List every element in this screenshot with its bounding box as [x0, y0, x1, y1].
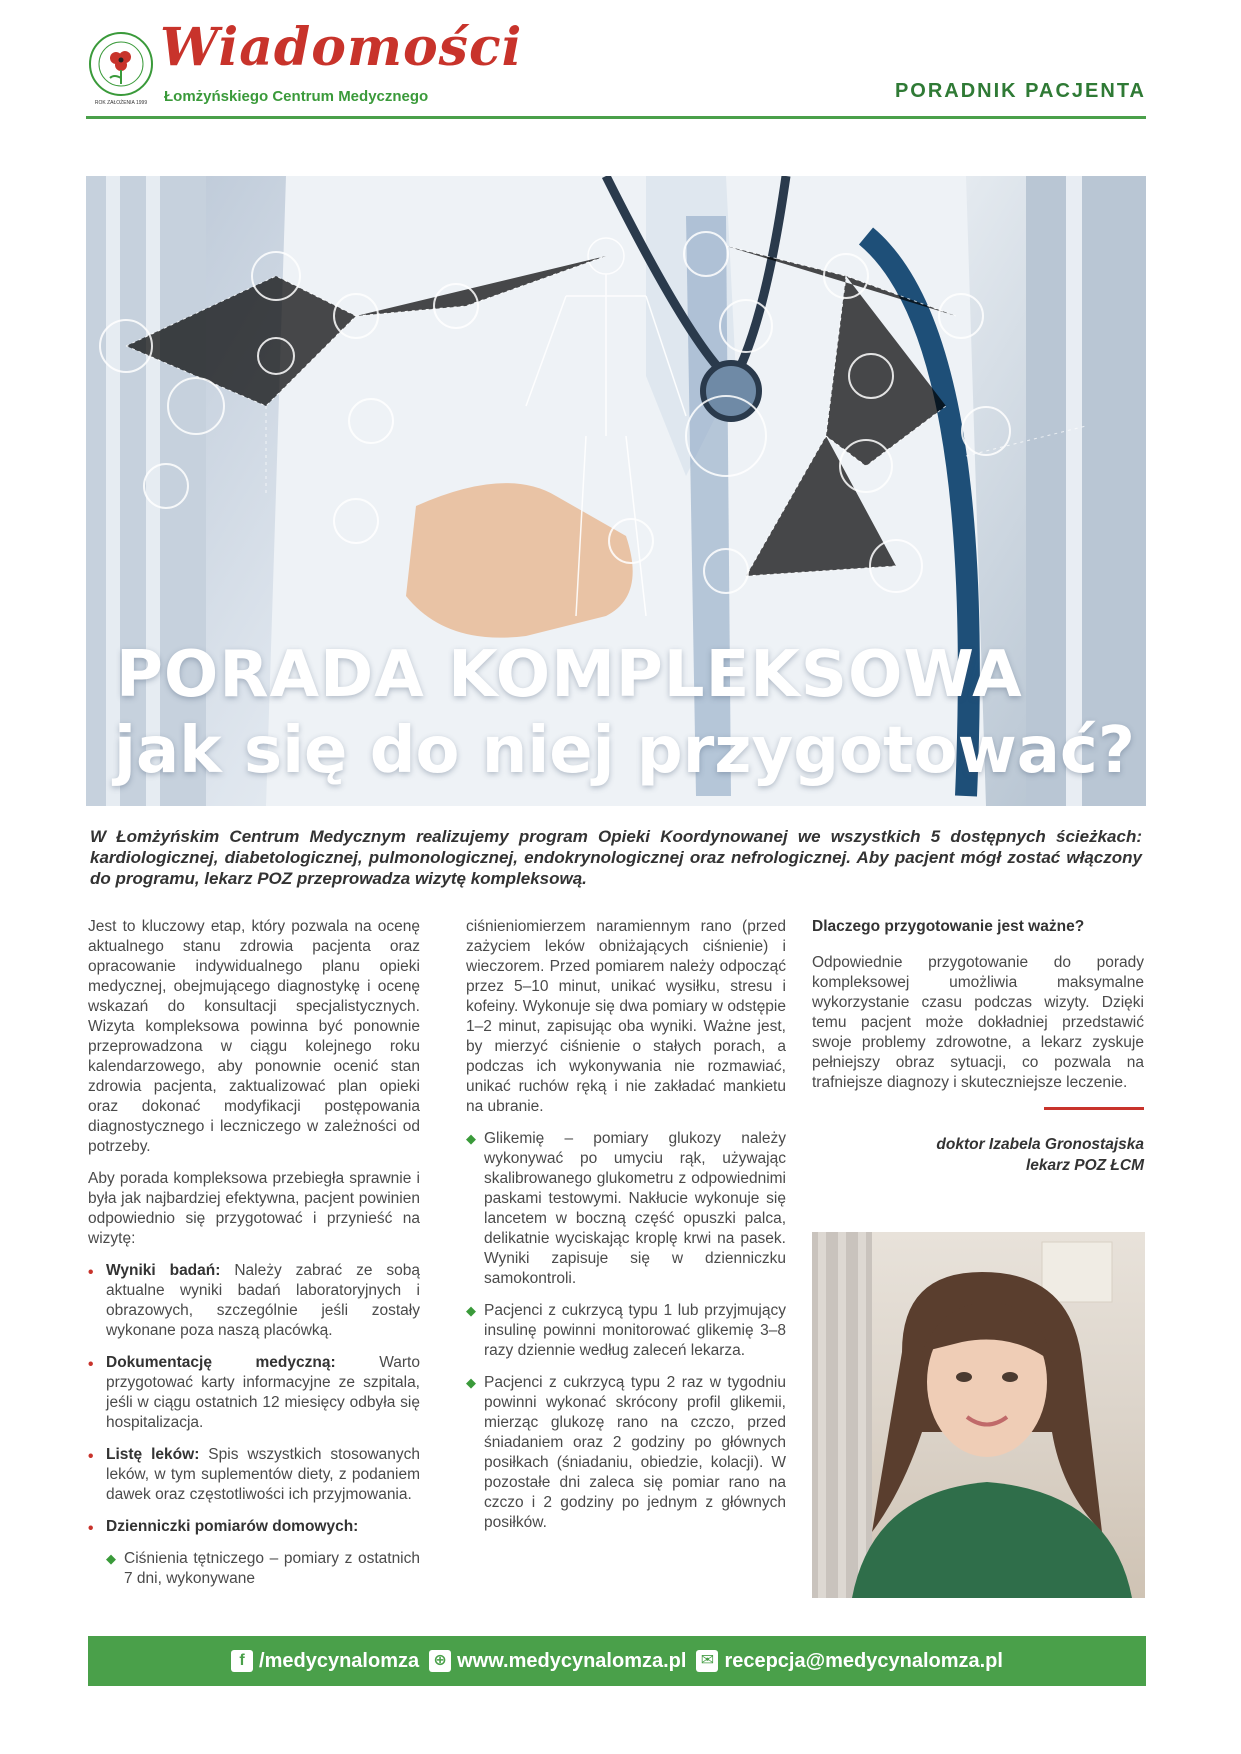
bullet-icon: •: [88, 1356, 94, 1373]
hero-title-line1: PORADA KOMPLEKSOWA: [116, 638, 1023, 712]
paragraph: ciśnieniomierzem naramiennym rano (przed zażyciem leków obniżających ciśnienie) i wieczorem. Przed pomiarem należy odpocząć przez 5–10 minut, unikać wysiłku, stresu i kofeiny. Wykonuje się dwa pomiary w odstępie 1–2 minut, zapisując oba wyniki. Ważne jest, by mierzyć ciśnienie o stałych porach, a podczas ich wykonywania nie rozmawiać, unikać ruchów ręką i nie zakładać mankietu na ubranie.: [466, 918, 786, 1115]
diamond-bullet-icon: ◆: [466, 1375, 476, 1390]
bullet-icon: •: [88, 1264, 94, 1281]
website-link[interactable]: ⊕ www.medycynalomza.pl: [429, 1650, 686, 1673]
paragraph: Odpowiednie przygotowanie do porady kompleksowej umożliwia maksymalne wykorzystanie czasu podczas wizyty. Dzięki temu pacjent może dokładniej przedstawić swoje problemy zdrowotne, a lekarz zyskuje pełniejszy obraz sytuacji, co pozwala na trafniejsze diagnozy i skuteczniejsze leczenie.: [812, 954, 1144, 1091]
bullet-icon: •: [88, 1448, 94, 1465]
diamond-bullet-icon: ◆: [106, 1551, 116, 1566]
diamond-bullet-icon: ◆: [466, 1131, 476, 1146]
brand-subtitle: Łomżyńskiego Centrum Medycznego: [164, 88, 429, 105]
sub-list-item: ◆ Pacjenci z cukrzycą typu 2 raz w tygodniu powinni wykonać skrócony profil glikemii, mierząc glukozę rano na czczo, przed śniadaniem oraz 2 godziny po głównych posiłkach (śniadaniu, obiedzie, kolacji). W pozostałe dni zaleca się pomiar rano na czczo i 2 godziny po jednym z głównych posiłków.: [466, 1374, 786, 1531]
svg-text:ROK ZAŁOŻENIA 1999: ROK ZAŁOŻENIA 1999: [94, 100, 148, 106]
author-name: doktor Izabela Gronostajska: [936, 1136, 1144, 1153]
logo-seal: [86, 28, 156, 106]
envelope-icon: ✉: [696, 1650, 718, 1672]
list-item: • Dzienniczki pomiarów domowych:: [88, 1518, 359, 1537]
paragraph: Jest to kluczowy etap, który pozwala na ocenę aktualnego stanu zdrowia pacjenta oraz opracowanie indywidualnego planu opieki medycznej, obejmującego diagnostykę i ocenę wskazań do konsultacji specjalistycznych. Wizyta kompleksowa powinna być ponownie przeprowadzona w ciągu kolejnego roku kalendarzowego, aby ponownie ocenić stan zdrowia pacjenta, zaktualizować plan opieki oraz dokonać modyfikacji postępowania diagnostycznego i leczniczego w zależności od potrzeby.: [88, 918, 420, 1155]
bullet-icon: •: [88, 1520, 94, 1537]
globe-icon: ⊕: [429, 1650, 451, 1672]
brand-title: Wiadomości: [160, 17, 523, 78]
section-heading: Dlaczego przygotowanie jest ważne?: [812, 918, 1085, 935]
hero-image: [86, 176, 1146, 806]
divider: [1044, 1107, 1144, 1110]
column-1: [88, 917, 420, 1601]
list-item: • Listę leków: Spis wszystkich stosowanych leków, w tym suplementów diety, z podaniem dawek oraz częstotliwości ich przyjmowania.: [88, 1446, 420, 1503]
sub-list-item: ◆ Ciśnienia tętniczego – pomiary z ostatnich 7 dni, wykonywane: [106, 1550, 420, 1587]
author-role: lekarz POZ ŁCM: [1026, 1157, 1144, 1174]
column-2: [466, 917, 786, 1545]
footer-bar: [88, 1636, 1146, 1686]
checklist: [88, 1261, 420, 1589]
sub-list-item: ◆ Glikemię – pomiary glukozy należy wykonywać po umyciu rąk, używając skalibrowanego glukometru z odpowiednimi paskami testowymi. Nakłucie wykonuje się lancetem w boczną część opuszki palca, delikatnie wyciskając kroplę krwi na pasek. Wyniki zapisuje się w dzienniczku samokontroli.: [466, 1130, 786, 1287]
diamond-bullet-icon: ◆: [466, 1303, 476, 1318]
email-link[interactable]: ✉ recepcja@medycynalomza.pl: [696, 1650, 1003, 1673]
facebook-icon: f: [231, 1650, 253, 1672]
facebook-link[interactable]: f /medycynalomza: [231, 1650, 419, 1673]
column-3: [812, 917, 1144, 1176]
section-label: PORADNIK PACJENTA: [894, 80, 1146, 102]
paragraph: Aby porada kompleksowa przebiegła sprawnie i była jak najbardziej efektywna, pacjent powinien odpowiednio się przygotować i przynieść na wizytę:: [88, 1170, 420, 1247]
hero-title-line2: jak się do niej przygotować?: [114, 714, 1135, 788]
sub-list: [466, 1129, 786, 1533]
author-photo: [812, 1232, 1145, 1598]
article-intro: W Łomżyńskim Centrum Medycznym realizujemy program Opieki Koordynowanej we wszystkich 5 dostępnych ścieżkach: kardiologicznej, diabetologicznej, pulmonologicznej, endokrynologicznej oraz nefrologicznej. Aby pacjent mógł zostać włączony do programu, lekarz POZ przeprowadza wizytę kompleksową.: [90, 827, 1142, 888]
list-item: • Dokumentację medyczną: Warto przygotować karty informacyjne ze szpitala, jeśli w ciągu ostatnich 12 miesięcy odbyła się hospitalizacja.: [88, 1354, 420, 1431]
list-item: • Wyniki badań: Należy zabrać ze sobą aktualne wyniki badań laboratoryjnych i obrazowych, szczególnie jeśli zostały wykonane poza naszą placówką.: [88, 1262, 420, 1339]
header-divider: [86, 116, 1146, 119]
sub-list-item: ◆ Pacjenci z cukrzycą typu 1 lub przyjmujący insulinę powinni monitorować glikemię 3–8 razy dziennie według zaleceń lekarza.: [466, 1302, 786, 1359]
